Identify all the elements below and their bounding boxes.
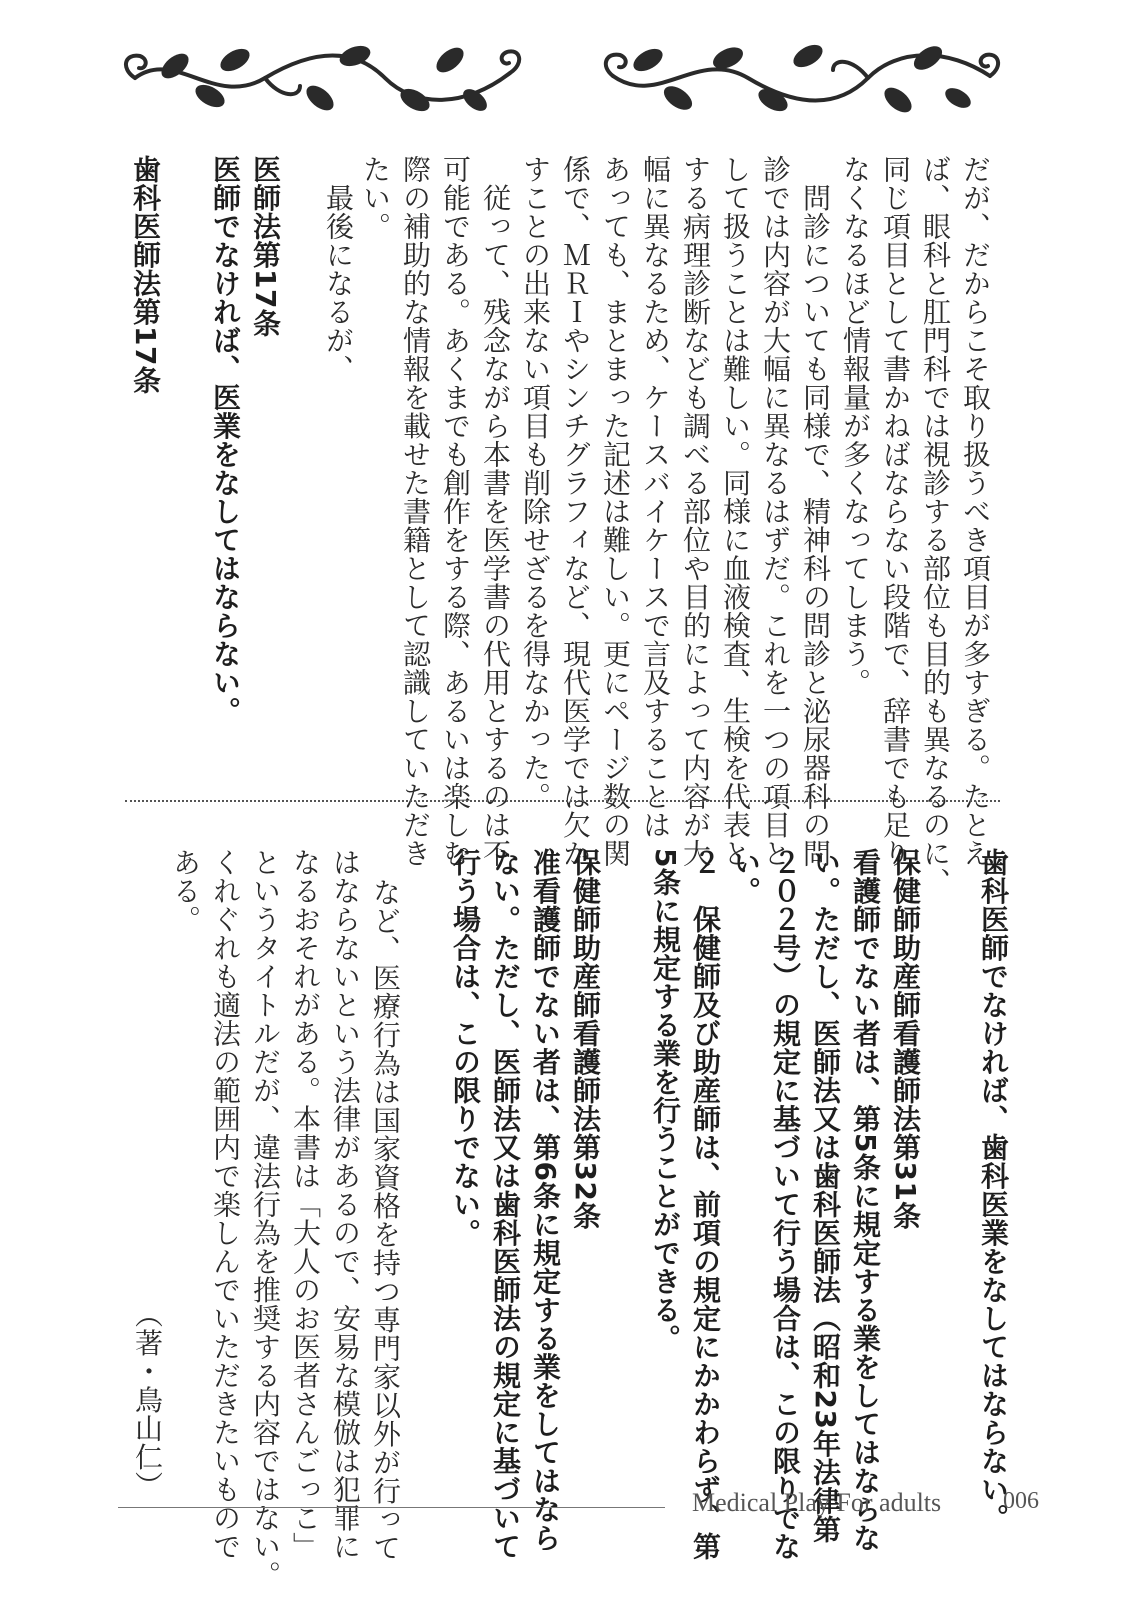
vine-ornament-left xyxy=(115,38,530,118)
body-line: あっても、まとまった記述は難しい。更にページ数の関 xyxy=(599,155,632,868)
law-text: ない。ただし、医師法又は歯科医師法の規定に基づいて xyxy=(489,848,522,1561)
body-line: 問診についても同様で、精神科の問診と泌尿器科の問 xyxy=(799,155,832,868)
body-line: 従って、残念ながら本書を医学書の代用とするのは不 xyxy=(479,155,512,868)
body-line: ば、眼科と肛門科では視診する部位も目的も異なるのに、 xyxy=(919,155,952,896)
law-text: 看護師でない者は、第5条に規定する業をしてはならな xyxy=(849,848,882,1552)
body-line: たい。 xyxy=(359,155,392,241)
law-title: 歯科医師法第17条 xyxy=(129,155,162,395)
body-line: なるおそれがある。本書は「大人のお医者さんごっこ」 xyxy=(289,848,322,1561)
body-line: する病理診断なども調べる部位や目的によって内容が大 xyxy=(679,155,712,868)
section-divider xyxy=(125,800,1000,802)
law-text: 行う場合は、この限りでない。 xyxy=(449,848,482,1247)
body-line: はならないという法律があるので、安易な模倣は犯罪に xyxy=(329,848,362,1561)
body-line: だが、だからこそ取り扱うべき項目が多すぎる。たとえ xyxy=(959,155,992,868)
vine-ornament-right xyxy=(598,38,1008,118)
law-title: 保健師助産師看護師法第31条 xyxy=(889,848,922,1230)
body-line: なくなるほど情報量が多くなってしまう。 xyxy=(839,155,872,697)
body-line: など、医療行為は国家資格を持つ専門家以外が行って xyxy=(369,878,402,1562)
body-line: というタイトルだが、違法行為を推奨する内容ではない。 xyxy=(249,848,282,1589)
body-line: 際の補助的な情報を載せた書籍として認識していただき xyxy=(399,155,432,868)
body-line: ある。 xyxy=(169,848,202,934)
body-line: すことの出来ない項目も削除せざるを得なかった。 xyxy=(519,155,552,811)
law-text: 歯科医師でなければ、歯科医業をなしてはならない。 xyxy=(977,848,1010,1532)
body-line: くれぐれも適法の範囲内で楽しんでいただきたいもので xyxy=(209,848,242,1561)
law-text: い。 xyxy=(729,848,762,905)
body-line: 可能である。あくまでも創作をする際、あるいは楽しむ xyxy=(439,155,472,868)
body-line: 診では内容が大幅に異なるはずだ。これを一つの項目と xyxy=(759,155,792,868)
law-text: 5条に規定する業を行うことができる。 xyxy=(649,848,682,1353)
body-line: 幅に異なるため、ケースバイケースで言及することは xyxy=(639,155,672,839)
law-text: 医師でなければ、医業をなしてはならない。 xyxy=(209,155,242,725)
body-line: 最後になるが、 xyxy=(322,155,355,383)
body-line: 同じ項目として書かねばならない段階で、辞書でも足り xyxy=(879,155,912,868)
author-credit: （著・鳥山仁） xyxy=(131,1300,164,1500)
law-text: い。ただし、医師法又は歯科医師法（昭和23年法律第 xyxy=(809,848,842,1544)
law-title: 保健師助産師看護師法第32条 xyxy=(569,848,602,1230)
page-number: 006 xyxy=(1003,1488,1039,1514)
footer-title: Medical Play For adults xyxy=(692,1488,942,1517)
law-text: ２ 保健師及び助産師は、前項の規定にかかわらず、第 xyxy=(689,848,722,1561)
law-text: ２０２号）の規定に基づいて行う場合は、この限りでな xyxy=(769,848,802,1561)
body-line: して扱うことは難しい。同様に血液検査、生検を代表と xyxy=(719,155,752,868)
law-text: 准看護師でない者は、第6条に規定する業をしてはなら xyxy=(529,848,562,1552)
footer-rule xyxy=(118,1507,665,1508)
body-line: 係で、ＭＲＩやシンチグラフィなど、現代医学では欠か xyxy=(559,155,592,868)
law-title: 医師法第17条 xyxy=(249,155,282,338)
